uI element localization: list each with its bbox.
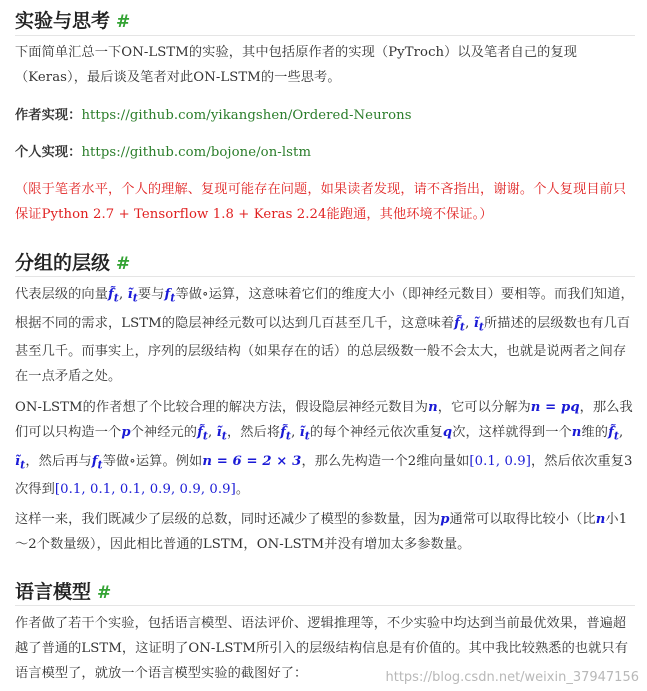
math-circ: ∘ [202, 287, 209, 302]
math-f-tilde: $f̃_t$ [108, 287, 119, 305]
math-f: $f_t$ [164, 287, 176, 305]
math-i-tilde: $ĩ_t$ [299, 425, 310, 443]
text-run: 代表层级的向量 [15, 287, 109, 302]
math-n: n [595, 512, 606, 527]
heading-language-model [15, 577, 111, 604]
grouping-paragraph-2: ON-LSTM的作者想了个比较合理的解决方法，假设隐层神经元数目为n，它可以分解为n = pq，那么我们可以只构造一个p个神经元的$f̃_t$, $ĩ_t$，然后将$f̃_t$, $ĩ_t$的每个神经元依次重复q次，这样就得到一个n维的$f̃_t$, $ĩ_t$，然后再与$f_t$等做∘运算。例如n = 6 = 2 × 3，那么先构造一个2维向量如[0.1, 0.9]，然后依次重复3次得到[0.1, 0.1, 0.1, 0.9, 0.9, 0.9]。 [15, 400, 633, 498]
math-f: $f_t$ [91, 453, 103, 472]
heading-experiment-text: 实验与思考 [15, 10, 111, 32]
lm-paragraph: 作者做了若干个实验，包括语言模型、语法评价、逻辑推理等，不少实验中均达到当前最优效果，普遍超越了普通的LSTM，这证明了ON-LSTM所引入的层级结构信息是有价值的。其中我比较熟悉的也就只有语言模型了，就放一个语言模型实验的截图好了： [15, 616, 629, 681]
heading-grouping [15, 248, 130, 275]
math-vector-6d: [0.1, 0.1, 0.1, 0.9, 0.9, 0.9] [54, 482, 236, 498]
personal-impl-label: 个人实现： [15, 145, 82, 160]
divider [15, 605, 635, 606]
disclaimer-paragraph: （限于笔者水平，个人的理解、复现可能存在问题，如果读者发现，请不吝指出，谢谢。个人复现目前只保证Python 2.7 + Tensorflow 1.8 + Keras 2.24能跑通，其他环境不保证。） [15, 182, 627, 222]
math-q: q [442, 425, 453, 440]
heading-grouping-text: 分组的层级 [15, 252, 111, 274]
math-p: p [440, 512, 450, 527]
heading-lm-text: 语言模型 [15, 581, 92, 603]
personal-impl-link[interactable]: https://github.com/bojone/on-lstm [81, 145, 312, 160]
intro-paragraph: 下面简单汇总一下ON-LSTM的实验，其中包括原作者的实现（PyTroch）以及笔者自己的复现（Keras），最后谈及笔者对此ON-LSTM的一些思考。 [15, 45, 578, 85]
math-i-tilde: $ĩ_t$ [216, 425, 227, 443]
math-n: n [428, 400, 438, 415]
anchor-link-lm[interactable]: # [97, 583, 112, 603]
grouping-paragraph-3: 这样一来，我们既减少了层级的总数，同时还减少了模型的参数量，因为p通常可以取得比较小（比n小1～2个数量级），因此相比普通的LSTM，ON-LSTM并没有增加太多参数量。 [15, 512, 628, 552]
personal-impl-line [15, 140, 635, 165]
math-example: n = 6 = 2 × 3 [202, 453, 302, 469]
math-f-tilde: $f̃_t$ [280, 425, 292, 443]
author-impl-link[interactable]: https://github.com/yikangshen/Ordered-Neurons [81, 108, 412, 123]
math-f-tilde: $f̃_t$ [454, 315, 466, 334]
math-f-tilde: $f̃_t$ [608, 425, 620, 443]
text-run: 等做 [175, 287, 203, 302]
divider [15, 276, 635, 277]
math-i-tilde: $ĩ_t$ [473, 315, 484, 334]
math-i-tilde: $ĩ_t$ [127, 287, 138, 305]
divider [15, 35, 635, 36]
author-impl-line [15, 103, 635, 128]
anchor-link-experiment[interactable]: # [116, 12, 131, 32]
math-i-tilde: $ĩ_t$ [15, 453, 26, 472]
math-n-eq-pq: n = pq [530, 400, 580, 415]
author-impl-label: 作者实现： [15, 108, 82, 123]
watermark: https://blog.csdn.net/weixin_37947156 [385, 670, 639, 685]
text-run: 所描述的层级数也有几百甚至几千。而事实上，序列的层级结构（如果存在的话）的总层级数一般不会太大，也就是说两者之间存在一点矛盾之处。 [15, 315, 631, 385]
math-vector-2d: [0.1, 0.9] [469, 453, 532, 469]
text-run: 要与 [137, 287, 165, 302]
math-p: p [121, 425, 131, 440]
math-f-tilde: $f̃_t$ [197, 425, 209, 443]
heading-experiment [15, 6, 130, 33]
math-n: n [571, 425, 582, 440]
anchor-link-grouping[interactable]: # [116, 254, 131, 274]
grouping-paragraph-1: 代表层级的向量$f̃_t$, $ĩ_t$要与$f_t$等做∘运算，这意味着它们的维度大小（即神经元数目）要相等。而我们知道，根据不同的需求，LSTM的隐层神经元数可以达到几百甚至几千，这意味着$f̃_t$, $ĩ_t$所描述的层级数也有几百甚至几千。而事实上，序列的层级结构（如果存在的话）的总层级数一般不会太大，也就是说两者之间存在一点矛盾之处。 [15, 287, 634, 385]
text-run: 运算，这意味着它们的维度大小（即神经元数目）要相等。而我们知道，根据不同的需求，LSTM的隐层神经元数可以达到几百甚至几千，这意味着 [15, 287, 634, 331]
